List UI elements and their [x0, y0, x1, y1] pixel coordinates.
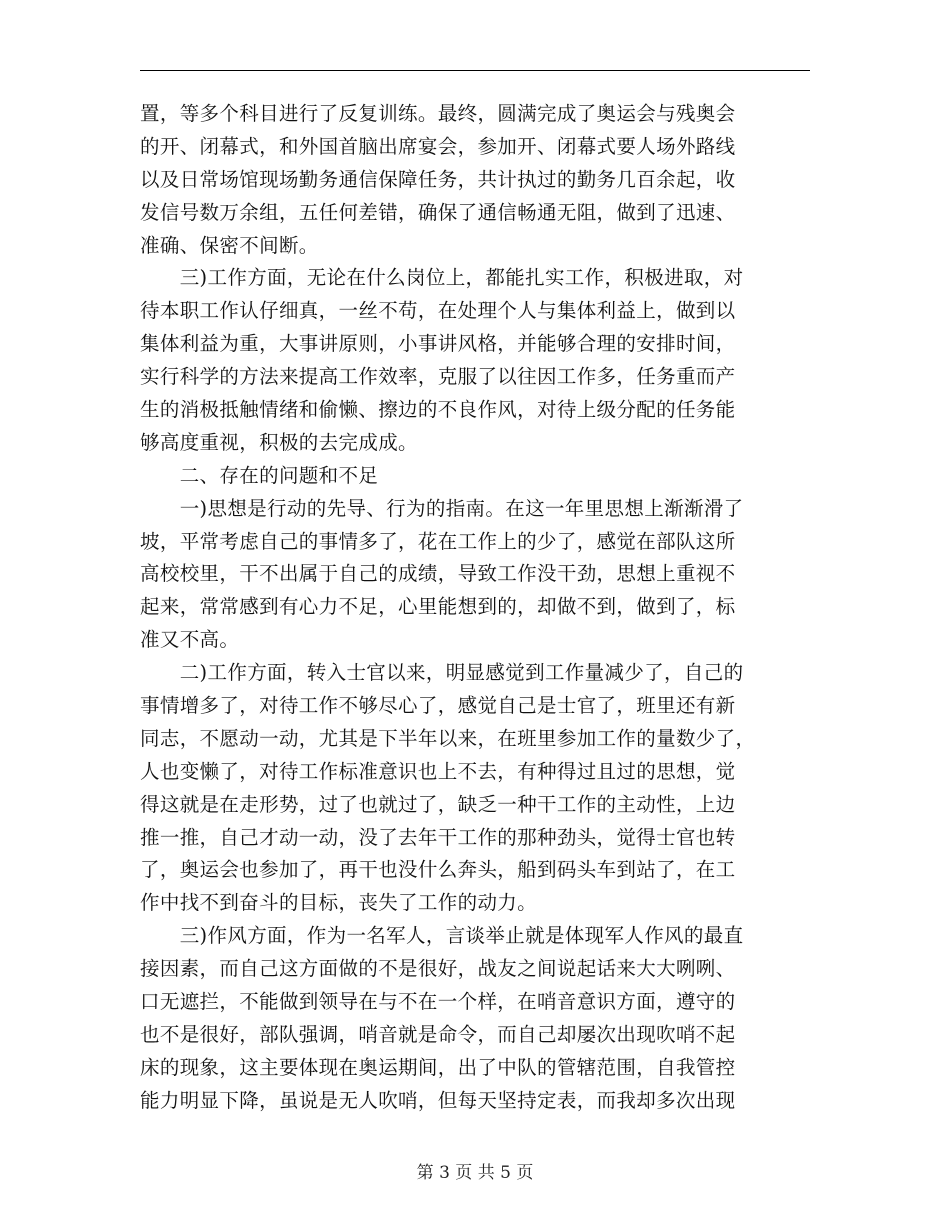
- text-line: 同志，不愿动一动，尤其是下半年以来，在班里参加工作的量数少了，: [140, 726, 756, 750]
- text-line: 得这就是在走形势，过了也就过了，缺乏一种干工作的主动性，上边: [140, 792, 736, 816]
- text-line: 置，等多个科目进行了反复训练。最终，圆满完成了奥运会与残奥会: [140, 102, 736, 125]
- text-line: 发信号数万余组，五任何差错，确保了通信畅通无阻，做到了迅速、: [140, 200, 736, 224]
- text-line: 准确、保密不间断。: [140, 233, 319, 257]
- text-line: 高校校里，干不出属于自己的成绩，导致工作没干劲，思想上重视不: [140, 562, 736, 586]
- paragraph-start-line: 二)工作方面，转入士官以来，明显感觉到工作量减少了，自己的: [140, 661, 744, 685]
- text-line: 准又不高。: [140, 628, 240, 652]
- text-line: 能力明显下降，虽说是无人吹哨，但每天坚持定表，而我却多次出现: [140, 1088, 736, 1112]
- header-rule: [140, 70, 810, 71]
- paragraph-start-line: 三)作风方面，作为一名军人，言谈举止就是体现军人作风的最直: [140, 924, 744, 948]
- text-line: 集体利益为重，大事讲原则，小事讲风格，并能够合理的安排时间，: [140, 332, 736, 356]
- text-line: 以及日常场馆现场勤务通信保障任务，共计执过的勤务几百余起，收: [140, 167, 736, 191]
- text-line: 人也变懒了，对待工作标准意识也上不去，有种得过且过的思想，觉: [140, 759, 736, 783]
- text-line: 坡，平常考虑自己的事情多了，花在工作上的少了，感觉在部队这所: [140, 529, 736, 553]
- text-line: 作中找不到奋斗的目标，丧失了工作的动力。: [140, 891, 538, 915]
- text-line: 起来，常常感到有心力不足，心里能想到的，却做不到，做到了，标: [140, 595, 736, 619]
- paragraph-start-line: 一)思想是行动的先导、行为的指南。在这一年里思想上渐渐滑了: [140, 496, 744, 520]
- text-line: 够高度重视，积极的去完成成。: [140, 430, 418, 454]
- text-line: 口无遮拦，不能做到领导在与不在一个样，在哨音意识方面，遵守的: [140, 990, 736, 1014]
- text-line: 接因素，而自己这方面做的不是很好，战友之间说起话来大大咧咧、: [140, 957, 736, 981]
- text-line: 实行科学的方法来提高工作效率，克服了以往因工作多，任务重而产: [140, 365, 736, 389]
- text-line: 的开、闭幕式，和外国首脑出席宴会，参加开、闭幕式要人场外路线: [140, 134, 736, 158]
- text-line: 生的消极抵触情绪和偷懒、擦边的不良作风，对待上级分配的任务能: [140, 398, 736, 422]
- text-line: 了，奥运会也参加了，再干也没什么奔头，船到码头车到站了，在工: [140, 858, 736, 882]
- text-line: 事情增多了，对待工作不够尽心了，感觉自己是士官了，班里还有新: [140, 694, 736, 718]
- text-line: 也不是很好，部队强调，哨音就是命令，而自己却屡次出现吹哨不起: [140, 1022, 736, 1046]
- page-number-footer: 第 3 页 共 5 页: [416, 1163, 534, 1183]
- section-heading: 二、存在的问题和不足: [140, 463, 379, 487]
- paragraph-start-line: 三)工作方面，无论在什么岗位上，都能扎实工作，积极进取，对: [140, 266, 744, 290]
- text-line: 推一推，自己才动一动，没了去年干工作的那种劲头，觉得士官也转: [140, 825, 736, 849]
- document-body: [140, 98, 812, 1118]
- text-line: 待本职工作认仔细真，一丝不苟，在处理个人与集体利益上，做到以: [140, 299, 736, 323]
- text-line: 床的现象，这主要体现在奥运期间，出了中队的管辖范围，自我管控: [140, 1055, 736, 1079]
